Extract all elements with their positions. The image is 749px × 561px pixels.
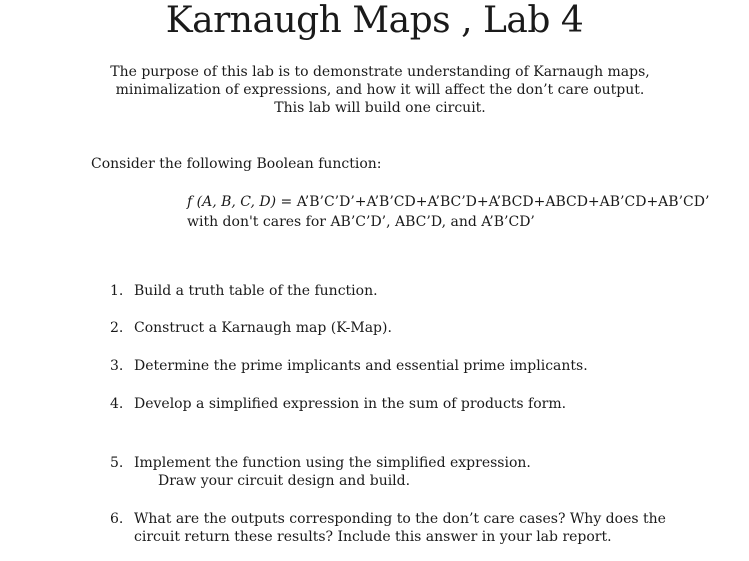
task-text: Build a truth table of the function. — [134, 283, 378, 299]
purpose-line: minimalization of expressions, and how it will affect the don’t care output. — [115, 82, 645, 98]
task-number: 1. — [110, 283, 124, 299]
function-expression: = A’B’C’D’+A’B’CD+A’BC’D+A’BCD+ABCD+AB’CD+AB’CD’ — [276, 194, 710, 210]
function-line — [187, 192, 709, 212]
task-number: 4. — [110, 396, 124, 412]
purpose-line: The purpose of this lab is to demonstrate understanding of Karnaugh maps, — [110, 64, 650, 80]
task-item — [110, 395, 566, 413]
task-text-continued: circuit return these results? Include this answer in your lab report. — [134, 529, 612, 545]
task-item — [110, 454, 531, 490]
task-number: 5. — [110, 455, 124, 471]
task-item — [110, 319, 392, 337]
task-item — [110, 282, 378, 300]
task-text: Develop a simplified expression in the sum of products form. — [134, 396, 567, 412]
purpose-line: This lab will build one circuit. — [274, 100, 486, 116]
task-text-continued: Draw your circuit design and build. — [158, 473, 411, 489]
task-item — [110, 510, 666, 546]
purpose-paragraph — [100, 63, 660, 117]
task-text: Determine the prime implicants and essential prime implicants. — [134, 358, 588, 374]
boolean-function — [187, 192, 709, 232]
dont-cares-line: with don't cares for AB’C’D’, ABC’D, and A’B’CD’ — [187, 214, 535, 230]
task-number: 6. — [110, 511, 124, 527]
page-title: Karnaugh Maps , Lab 4 — [165, 0, 584, 41]
intro-text: Consider the following Boolean function: — [91, 156, 382, 172]
task-text: What are the outputs corresponding to the don’t care cases? Why does the — [134, 511, 666, 527]
task-number: 2. — [110, 320, 124, 336]
task-text: Construct a Karnaugh map (K-Map). — [134, 320, 392, 336]
task-text: Implement the function using the simplified expression. — [134, 455, 531, 471]
task-number: 3. — [110, 358, 124, 374]
function-label: f (A, B, C, D) — [187, 194, 277, 210]
task-item — [110, 357, 588, 375]
